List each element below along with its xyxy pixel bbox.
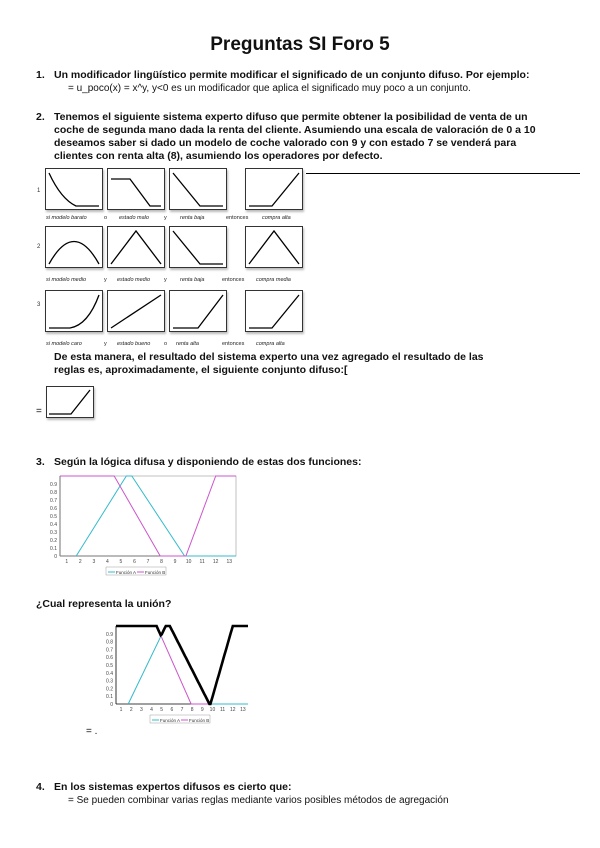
rule-3-modelo-caro-graph xyxy=(45,290,103,332)
x-tick-label: 6 xyxy=(170,707,174,713)
rule-2-renta-baja-graph xyxy=(169,226,227,268)
question-2-result-text: De esta manera, el resultado del sistema experto una vez agregado el resultado de las reglas es, aproximadamente, el siguiente conjunto difuso:[ xyxy=(54,351,484,376)
rule-3-caption-6: compra alta xyxy=(256,341,285,347)
legend-label-b: Función B xyxy=(145,570,166,575)
x-tick-label: 6 xyxy=(133,559,136,565)
rule-2-compra-media-graph xyxy=(245,226,303,268)
x-tick-label: 3 xyxy=(139,707,143,713)
y-tick-label: 0.6 xyxy=(106,655,113,662)
x-tick-label: 9 xyxy=(173,559,177,565)
x-tick-label: 7 xyxy=(146,559,150,565)
x-tick-label: 8 xyxy=(190,707,194,713)
rule-1-renta-baja-graph xyxy=(169,168,227,210)
x-tick-label: 8 xyxy=(160,559,163,565)
legend-label-a: Función A xyxy=(116,570,137,575)
y-tick-label: 0.9 xyxy=(106,631,113,638)
x-tick-label: 5 xyxy=(160,707,164,713)
rule-2-caption-1: y xyxy=(104,277,107,283)
y-tick-label: 0.9 xyxy=(50,482,57,488)
union-plot xyxy=(106,626,248,723)
rule-3-caption-4: renta alta xyxy=(176,341,199,347)
y-tick-label: 0.1 xyxy=(106,694,113,701)
question-3-number: 3. xyxy=(36,456,45,468)
rule-1-caption-2: estado malo xyxy=(119,215,149,221)
y-tick-label: 0.8 xyxy=(106,639,113,646)
rule-3-caption-3: o xyxy=(164,341,168,347)
question-1-text: Un modificador lingüístico permite modificar el significado de un conjunto difuso. Por ejemplo: xyxy=(54,69,530,81)
legend-label-b: Función B xyxy=(189,718,210,723)
rule-2-caption-6: compra media xyxy=(256,277,291,283)
x-tick-label: 1 xyxy=(119,707,123,713)
y-tick-label: 0.6 xyxy=(50,506,57,512)
legend-label-a: Función A xyxy=(160,718,181,723)
page-title: Preguntas SI Foro 5 xyxy=(210,34,390,55)
rule-1-caption-0: si modelo barato xyxy=(46,215,87,221)
question-1-answer: = u_poco(x) = x^y, y<0 es un modificador que aplica el significado muy poco a un conjunto. xyxy=(68,83,471,94)
question-4-answer: = Se pueden combinar varias reglas mediante varios posibles métodos de agregación xyxy=(68,795,449,806)
x-tick-label: 12 xyxy=(229,707,236,713)
x-tick-label: 3 xyxy=(92,559,96,565)
rule-2-modelo-medio-graph xyxy=(45,226,103,268)
y-tick-label: 0.3 xyxy=(106,678,113,685)
plot-frame xyxy=(60,476,236,556)
x-tick-label: 2 xyxy=(129,707,133,713)
rule-1-label: 1 xyxy=(37,188,41,194)
rule-3-caption-1: y xyxy=(104,341,107,347)
question-4-text: En los sistemas expertos difusos es cierto que: xyxy=(54,781,292,793)
y-tick-label: 0.1 xyxy=(50,546,57,552)
rule-1-caption-3: y xyxy=(164,215,167,221)
x-tick-label: 13 xyxy=(240,707,246,713)
x-tick-label: 10 xyxy=(185,559,192,565)
question-3-text: Según la lógica difusa y disponiendo de estas dos funciones: xyxy=(54,456,362,468)
rule-1-caption-6: compra alta xyxy=(262,215,291,221)
question-2-text: Tenemos el siguiente sistema experto difuso que permite obtener la posibilidad de venta de un coche de segunda mano dada la renta del cliente. Asumiendo una escala de valoración de 0 a 10 deseamos saber si dado un modelo de coche valorado con 9 y con estado 7 se venderá para clientes con renta alta (8), asumiendo los operadores por defecto. xyxy=(54,111,536,162)
rule-2-caption-2: estado medio xyxy=(117,277,151,283)
rule-3-compra-alta-graph xyxy=(245,290,303,332)
y-tick-label: 0 xyxy=(54,554,57,560)
series-funcion-b xyxy=(60,476,236,556)
question-2-number: 2. xyxy=(36,111,45,123)
series-funcion-a xyxy=(76,476,236,556)
functions-plot xyxy=(50,476,236,575)
functions-chart xyxy=(34,470,244,586)
y-tick-label: 0.4 xyxy=(106,670,113,677)
y-tick-label: 0.3 xyxy=(50,530,57,536)
rule-3-caption-0: si modelo caro xyxy=(46,341,82,347)
y-tick-label: 0.5 xyxy=(106,663,113,669)
union-chart xyxy=(94,618,254,736)
y-tick-label: 0.7 xyxy=(106,647,113,654)
rule-3-renta-alta-graph xyxy=(169,290,227,332)
x-tick-label: 11 xyxy=(199,559,205,565)
rule-2-caption-4: renta baja xyxy=(180,277,205,283)
x-tick-label: 5 xyxy=(119,559,123,565)
question-3-equals: = . xyxy=(86,726,98,737)
series-union xyxy=(116,626,248,704)
rule-1-estado-malo-graph xyxy=(107,168,165,210)
rule-3-label: 3 xyxy=(37,302,41,308)
x-tick-label: 4 xyxy=(105,559,109,565)
x-tick-label: 9 xyxy=(200,707,204,713)
x-tick-label: 10 xyxy=(209,707,216,713)
x-tick-label: 4 xyxy=(150,707,153,713)
rule-1-caption-4: renta baja xyxy=(180,215,205,221)
x-tick-label: 11 xyxy=(220,707,226,713)
rule-3-caption-5: entonces xyxy=(222,341,245,347)
question-2-equals: = xyxy=(36,406,42,417)
y-tick-label: 0 xyxy=(110,702,113,708)
union-question: ¿Cual representa la unión? xyxy=(36,598,172,610)
y-tick-label: 0.5 xyxy=(50,514,57,520)
rule-2-caption-3: y xyxy=(164,277,167,283)
rule-1-modelo-barato-graph xyxy=(45,168,103,210)
rule-3-estado-bueno-graph xyxy=(107,290,165,332)
x-tick-label: 7 xyxy=(180,707,184,713)
rule-1-compra-alta-graph xyxy=(245,168,303,210)
x-tick-label: 13 xyxy=(226,559,233,565)
y-tick-label: 0.2 xyxy=(106,686,113,693)
rule-1-caption-5: entonces xyxy=(226,215,249,221)
rule-2-caption-0: si modelo medio xyxy=(46,277,87,283)
x-tick-label: 2 xyxy=(78,559,82,565)
question-2-answer-graph xyxy=(46,386,94,418)
y-tick-label: 0.8 xyxy=(50,490,57,496)
x-tick-label: 1 xyxy=(65,559,69,565)
y-tick-label: 0.4 xyxy=(50,522,57,528)
rule-2-caption-5: entonces xyxy=(222,277,245,283)
divider-line xyxy=(306,173,580,174)
question-4-number: 4. xyxy=(36,781,45,793)
rule-2-estado-medio-graph xyxy=(107,226,165,268)
rule-2-label: 2 xyxy=(37,244,41,250)
y-tick-label: 0.7 xyxy=(50,498,57,504)
question-1-number: 1. xyxy=(36,69,45,81)
y-tick-label: 0.2 xyxy=(50,538,57,544)
x-tick-label: 12 xyxy=(212,559,219,565)
rule-1-caption-1: o xyxy=(104,215,108,221)
rule-3-caption-2: estado bueno xyxy=(117,341,151,347)
